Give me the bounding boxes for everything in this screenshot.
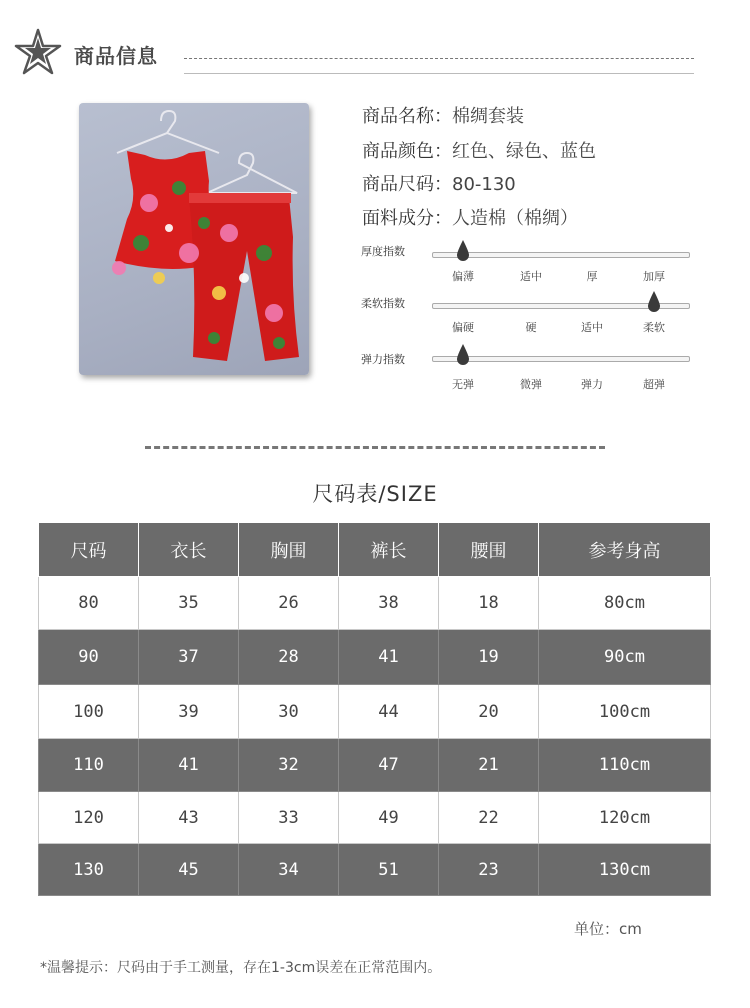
- table-cell: 100: [39, 685, 139, 739]
- slider-option: 无弹: [452, 378, 474, 391]
- table-cell: 51: [339, 844, 439, 896]
- slider-label: 弹力指数: [361, 353, 405, 366]
- table-cell: 90cm: [539, 630, 711, 685]
- size-chart-title: 尺码表/SIZE: [312, 482, 438, 506]
- table-cell: 110cm: [539, 739, 711, 792]
- table-cell: 44: [339, 685, 439, 739]
- table-cell: 120cm: [539, 792, 711, 844]
- info-color: 商品颜色：红色、绿色、蓝色: [362, 141, 596, 162]
- measurement-tip: *温馨提示：尺码由于手工测量，存在1-3cm误差在正常范围内。: [40, 960, 442, 976]
- table-row: [39, 739, 711, 792]
- header-underline: [184, 73, 694, 74]
- table-cell: 130: [39, 844, 139, 896]
- table-cell: 39: [139, 685, 239, 739]
- info-size: 商品尺码：80-130: [362, 174, 516, 195]
- table-cell: 41: [139, 739, 239, 792]
- table-cell: 32: [239, 739, 339, 792]
- table-cell: 19: [439, 630, 539, 685]
- table-cell: 90: [39, 630, 139, 685]
- slider-label: 柔软指数: [361, 297, 405, 310]
- table-cell: 100cm: [539, 685, 711, 739]
- slider-option: 加厚: [643, 270, 665, 283]
- table-cell: 43: [139, 792, 239, 844]
- slider-option: 厚: [586, 270, 598, 283]
- size-table: [38, 522, 711, 896]
- slider-option: 柔软: [643, 321, 665, 334]
- slider-option: 微弹: [520, 378, 542, 391]
- unit-note: 单位：cm: [574, 920, 642, 938]
- table-cell: 30: [239, 685, 339, 739]
- table-cell: 22: [439, 792, 539, 844]
- table-header-row: [39, 523, 711, 577]
- column-header: 衣长: [139, 523, 239, 577]
- table-cell: 28: [239, 630, 339, 685]
- header-divider: [184, 58, 694, 59]
- slider-option: 弹力: [581, 378, 603, 391]
- table-cell: 80: [39, 577, 139, 630]
- table-cell: 80cm: [539, 577, 711, 630]
- slider-option: 适中: [520, 270, 542, 283]
- table-cell: 38: [339, 577, 439, 630]
- slider-option: 硬: [525, 321, 537, 334]
- table-cell: 35: [139, 577, 239, 630]
- slider-marker-icon: [646, 291, 662, 313]
- table-cell: 47: [339, 739, 439, 792]
- column-header: 裤长: [339, 523, 439, 577]
- table-cell: 49: [339, 792, 439, 844]
- table-cell: 23: [439, 844, 539, 896]
- slider-option: 偏硬: [452, 321, 474, 334]
- table-cell: 34: [239, 844, 339, 896]
- slider-option: 偏薄: [452, 270, 474, 283]
- slider-marker-icon: [455, 344, 471, 366]
- table-cell: 37: [139, 630, 239, 685]
- table-cell: 41: [339, 630, 439, 685]
- table-cell: 20: [439, 685, 539, 739]
- star-icon: [14, 28, 62, 76]
- slider-label: 厚度指数: [361, 245, 405, 258]
- info-name: 商品名称：棉绸套装: [362, 106, 524, 127]
- table-cell: 33: [239, 792, 339, 844]
- slider-option: 超弹: [643, 378, 665, 391]
- table-row: [39, 792, 711, 844]
- column-header: 胸围: [239, 523, 339, 577]
- table-cell: 18: [439, 577, 539, 630]
- slider-marker-icon: [455, 240, 471, 262]
- table-row: [39, 577, 711, 630]
- table-cell: 110: [39, 739, 139, 792]
- table-cell: 45: [139, 844, 239, 896]
- table-cell: 26: [239, 577, 339, 630]
- column-header: 参考身高: [539, 523, 711, 577]
- section-title: 商品信息: [74, 44, 158, 68]
- info-material: 面料成分：人造棉（棉绸）: [362, 208, 578, 229]
- column-header: 腰围: [439, 523, 539, 577]
- column-header: 尺码: [39, 523, 139, 577]
- product-photo: [79, 103, 309, 375]
- table-cell: 120: [39, 792, 139, 844]
- section-divider: [145, 446, 605, 449]
- table-row: [39, 844, 711, 896]
- table-cell: 21: [439, 739, 539, 792]
- slider-option: 适中: [581, 321, 603, 334]
- table-row: [39, 630, 711, 685]
- table-cell: 130cm: [539, 844, 711, 896]
- table-row: [39, 685, 711, 739]
